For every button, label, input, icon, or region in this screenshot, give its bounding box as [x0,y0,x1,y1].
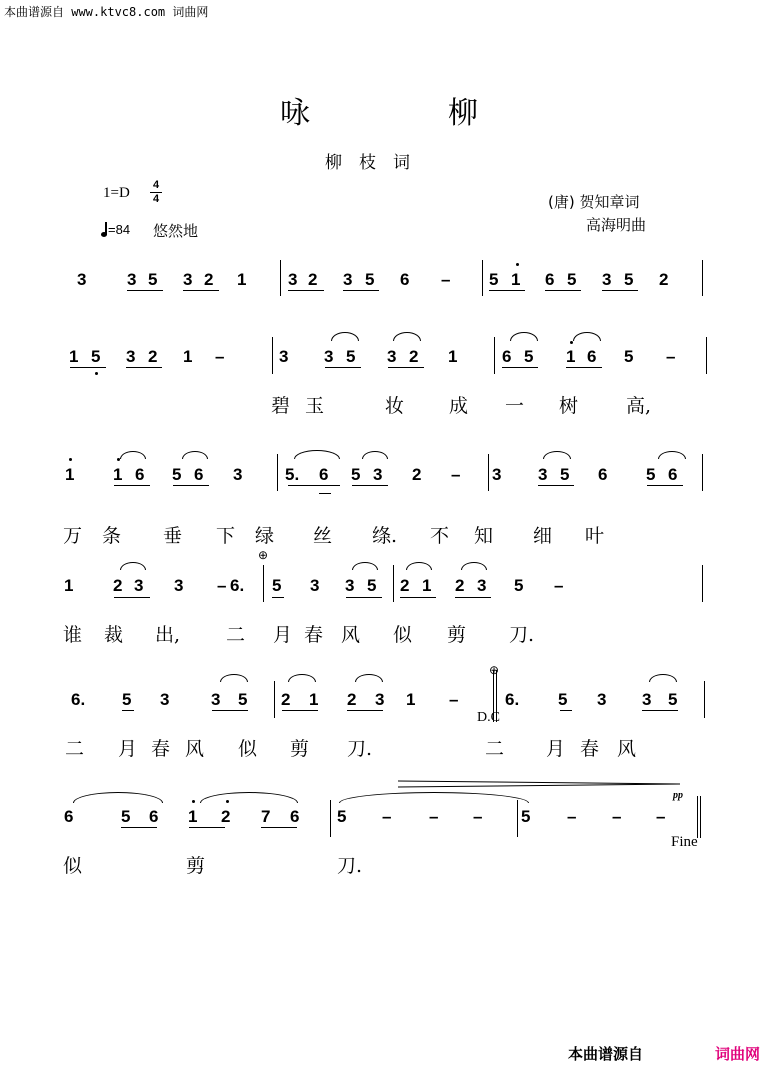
note: 5 [346,347,356,366]
note: 3 [492,465,502,484]
slur [120,451,146,459]
barline [263,565,264,602]
lyric-char: 玉 [305,395,325,417]
lyric-char: 刀. [337,855,363,877]
note: 3 [160,690,170,709]
underline [127,290,163,291]
underline [352,485,388,486]
underline [212,710,248,711]
underline [347,710,383,711]
barline [517,800,518,837]
lyric-char: 二 [226,624,246,646]
slur [73,792,163,803]
note: 3 [602,270,612,289]
note: 5 [272,576,282,595]
note: 5 [489,270,499,289]
underline [545,290,581,291]
lyric-char: 一 [505,395,525,417]
slur [510,332,538,341]
lyric-char: 风 [341,624,361,646]
lyric-char: 春 [580,738,600,760]
note: 3 [345,576,355,595]
slur [355,674,383,682]
note: 2 [659,270,669,289]
note: 3 [597,690,607,709]
slur [294,450,340,459]
tempo: =84 [108,222,131,237]
lyric-char: 碧 [271,395,291,417]
sustain-dash: – [441,270,451,289]
note: 6 [149,807,159,826]
slur [200,792,298,803]
note: 2 [409,347,419,366]
slur [573,332,601,341]
lyric-char: 高, [626,395,652,417]
octave-dot [516,263,519,266]
sustain-dash: – [451,465,461,484]
lyric-char: 裁 [104,624,124,646]
underline [114,485,150,486]
underline [489,290,525,291]
lyric-char: 二 [485,738,505,760]
note: 5. [285,465,300,484]
underline [400,597,436,598]
barline [330,800,331,837]
fine-mark: Fine [671,834,698,850]
note: 6 [64,807,74,826]
note: 5 [238,690,248,709]
note: 1 [183,347,193,366]
underline [455,597,491,598]
note: 2 [308,270,318,289]
note: 2 [347,690,357,709]
lyric-char: 似 [393,624,413,646]
lyric-char: 月 [273,624,293,646]
barline [393,565,394,602]
note: 3 [134,576,144,595]
time-signature [150,180,162,205]
note: 5 [351,465,361,484]
underline [288,290,324,291]
note: 6 [598,465,608,484]
note: 5 [91,347,101,366]
barline [706,337,707,374]
underline [261,827,297,828]
lyric-char: 刀. [347,738,373,760]
dynamic-mark: pp [673,790,683,801]
note: 6 [135,465,145,484]
lyric-char: 似 [238,738,258,760]
slur [339,792,529,803]
note: 5 [122,690,132,709]
sustain-dash: – [612,807,622,826]
underline [343,290,379,291]
underline [560,710,572,711]
note: 3 [211,690,221,709]
sustain-dash: – [429,807,439,826]
lyric-char: 绿 [255,525,275,547]
slur [543,451,571,459]
lyric-char: 似 [63,855,83,877]
note: 1 [237,270,247,289]
watermark-header: 本曲谱源自 www.ktvc8.com 词曲网 [4,5,209,19]
quarter-note-icon [101,222,107,237]
underline [288,485,340,486]
underline [502,367,538,368]
note: 1 [65,465,75,484]
note: 5 [560,465,570,484]
time-top: 4 [152,179,160,191]
note: 5 [514,576,524,595]
note: 2 [412,465,422,484]
note: 7 [261,807,271,826]
barline [482,260,483,296]
note: 5 [337,807,347,826]
slur [288,674,316,682]
lyric-char: 细 [533,525,553,547]
barline [488,454,489,491]
note: 3 [233,465,243,484]
lyric-char: 春 [304,624,324,646]
barline [494,337,495,374]
note: 3 [387,347,397,366]
title-char-1: 咏 [280,96,310,131]
note: 3 [324,347,334,366]
note: 3 [477,576,487,595]
slur [393,332,421,341]
underline [388,367,424,368]
barline [277,454,278,491]
slur [220,674,248,682]
slur [182,451,208,459]
lyric-char: 二 [65,738,85,760]
note: 2 [455,576,465,595]
lyric-char: 剪 [290,738,310,760]
note: 1 [188,807,198,826]
slur [461,562,487,570]
barline [704,681,705,718]
note: 5 [148,270,158,289]
octave-dot [95,372,98,375]
note: 1 [64,576,74,595]
decrescendo-hairpin [398,778,683,790]
sustain-dash: – [217,576,227,595]
underline [319,493,331,494]
lyric-char: 成 [449,395,469,417]
note: 2 [148,347,158,366]
underline [126,367,162,368]
sustain-dash: – [666,347,676,366]
note: 5 [567,270,577,289]
note: 3 [77,270,87,289]
lyric-char: 知 [474,525,494,547]
note: 3 [375,690,385,709]
octave-dot [69,458,72,461]
lyric-char: 刀. [509,624,535,646]
sustain-dash: – [382,807,392,826]
note: 3 [174,576,184,595]
note: 6 [194,465,204,484]
subtitle: 柳 枝 词 [325,153,410,173]
underline [538,485,574,486]
slur [331,332,359,341]
sustain-dash: – [656,807,666,826]
underline [647,485,683,486]
note: 1 [566,347,576,366]
note: 6 [502,347,512,366]
sustain-dash: – [215,347,225,366]
note: 2 [400,576,410,595]
lyric-char: 风 [617,738,637,760]
underline [183,290,219,291]
lyric-char: 绦. [372,525,398,547]
expression: 悠然地 [153,222,199,240]
note: 5 [558,690,568,709]
slur [406,562,432,570]
note: 2 [204,270,214,289]
underline [282,710,318,711]
note: 6 [400,270,410,289]
barline [274,681,275,718]
note: 1 [511,270,521,289]
note: 5 [521,807,531,826]
note: 1 [422,576,432,595]
note: 6 [545,270,555,289]
note: 1 [448,347,458,366]
sustain-dash: – [473,807,483,826]
note: 1 [406,690,416,709]
underline [346,597,382,598]
underline [642,710,678,711]
lyric-char: 月 [546,738,566,760]
note: 2 [113,576,123,595]
note: 5 [624,270,634,289]
note: 3 [183,270,193,289]
title-char-2: 柳 [448,96,478,131]
coda-sign: ⊕ [489,663,500,677]
lyric-char: 出, [155,624,181,646]
composer: 高海明曲 [586,216,647,234]
note: 3 [538,465,548,484]
note: 6. [230,576,245,595]
key-signature: 1=D [103,185,130,201]
note: 3 [279,347,289,366]
sustain-dash: – [567,807,577,826]
note: 5 [524,347,534,366]
lyric-char: 风 [185,738,205,760]
note: 6. [71,690,86,709]
note: 5 [121,807,131,826]
lyric-char: 树 [559,395,579,417]
underline [325,367,361,368]
note: 5 [365,270,375,289]
note: 6 [319,465,329,484]
note: 5 [668,690,678,709]
octave-dot [192,800,195,803]
note: 3 [127,270,137,289]
barline [702,454,703,491]
note: 1 [69,347,79,366]
lyric-char: 妆 [385,395,405,417]
lyric-char: 谁 [63,624,83,646]
note: 5 [172,465,182,484]
underline [114,597,150,598]
note: 6 [668,465,678,484]
lyricist: (唐) 贺知章词 [548,193,640,211]
slur [352,562,378,570]
note: 6. [505,690,520,709]
lyric-char: 垂 [163,525,183,547]
note: 3 [126,347,136,366]
note: 3 [642,690,652,709]
underline [272,597,284,598]
underline [566,367,602,368]
underline [173,485,209,486]
slur [649,674,677,682]
lyric-char: 叶 [585,525,605,547]
barline [697,796,698,838]
lyric-char: 月 [118,738,138,760]
note: 5 [646,465,656,484]
note: 5 [367,576,377,595]
octave-dot [570,341,573,344]
time-bottom: 4 [152,193,160,205]
lyric-char: 万 [63,525,83,547]
note: 2 [281,690,291,709]
dc-mark: D.C [477,710,500,725]
barline [700,796,701,838]
slur [120,562,146,570]
note: 3 [288,270,298,289]
lyric-char: 条 [102,525,122,547]
note: 1 [113,465,123,484]
lyric-char: 剪 [447,624,467,646]
underline [122,710,134,711]
underline [189,827,225,828]
slur [362,451,388,459]
underline [602,290,638,291]
lyric-char: 剪 [186,855,206,877]
sustain-dash: – [554,576,564,595]
underline [70,367,106,368]
footer-source-label: 本曲谱源自 [568,1045,644,1063]
barline [702,565,703,602]
note: 3 [373,465,383,484]
underline [121,827,157,828]
note: 3 [343,270,353,289]
note: 2 [221,807,231,826]
barline [280,260,281,296]
barline [272,337,273,374]
note: 5 [624,347,634,366]
footer-site-label: 词曲网 [715,1045,761,1063]
coda-sign: ⊕ [258,548,269,562]
lyric-char: 下 [216,525,236,547]
slur [658,451,686,459]
lyric-char: 不 [430,525,450,547]
note: 6 [587,347,597,366]
lyric-char: 春 [151,738,171,760]
lyric-char: 丝 [313,525,333,547]
note: 1 [309,690,319,709]
note: 6 [290,807,300,826]
note: 3 [310,576,320,595]
sustain-dash: – [449,690,459,709]
barline [702,260,703,296]
